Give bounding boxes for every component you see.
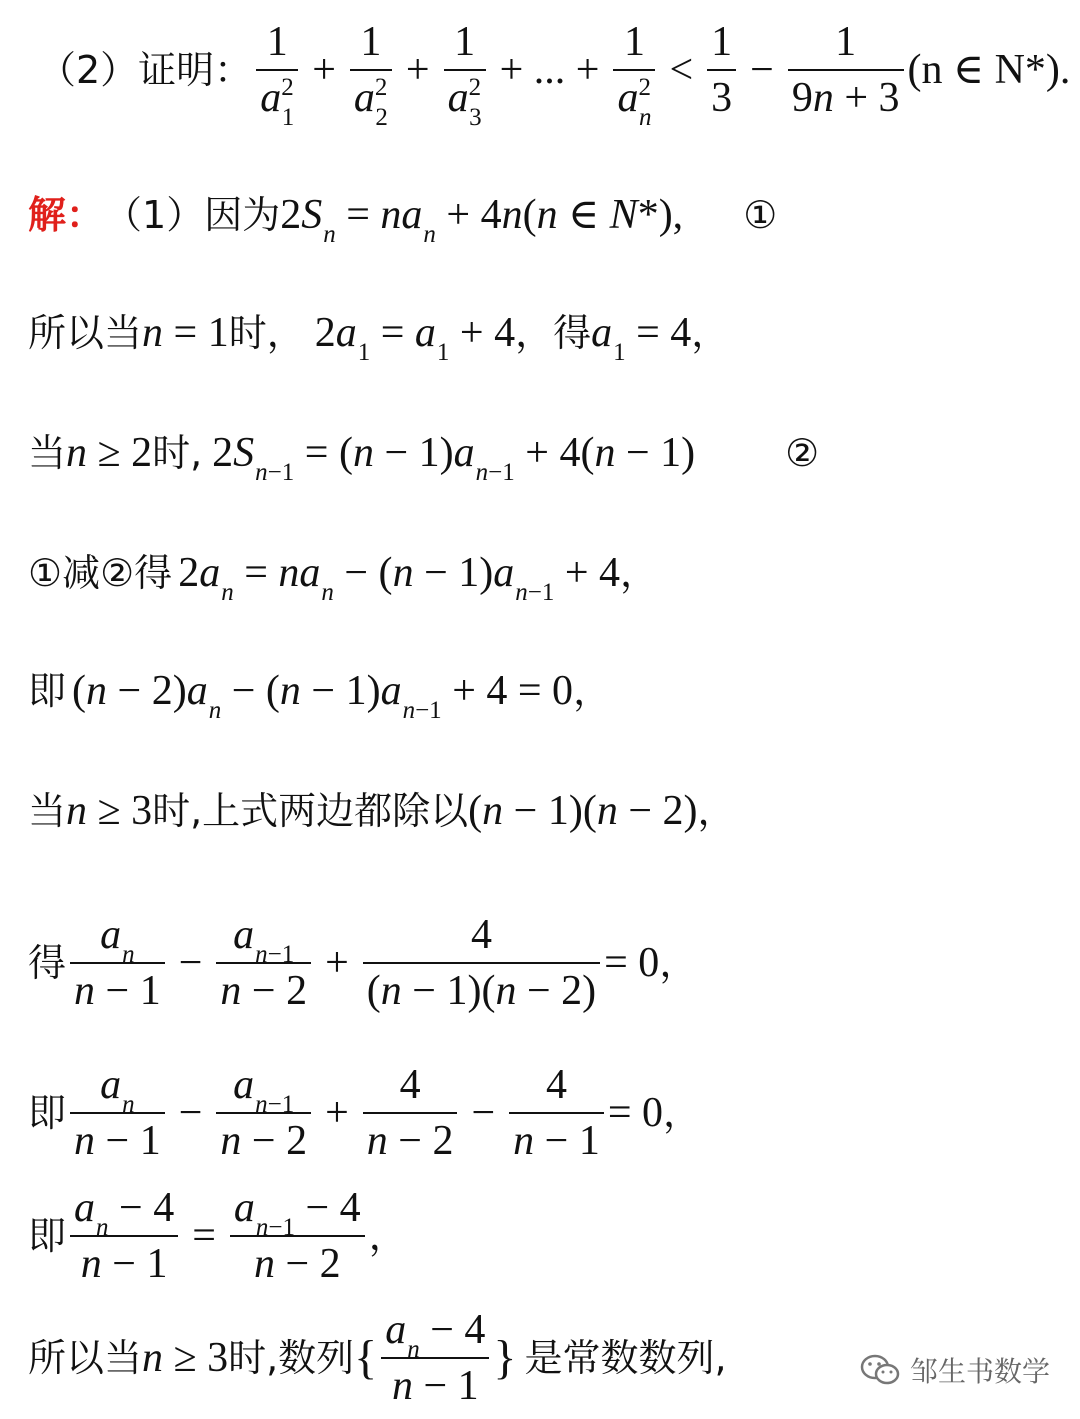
fraction-term-1: $\frac{1}{a^2_1}$ [256, 21, 298, 119]
solution-line-6: 当 n ≥ 3 时,上式两边都除以 (n − 1)(n − 2) ， [28, 788, 736, 834]
fraction-term-n: $\frac{1}{a^2_n}$ [613, 21, 655, 119]
part2-label: （2）证明： [38, 48, 253, 92]
fraction-one-over-9n3: $\frac{1}{9n + 3}$ [788, 21, 904, 119]
solution-line-5: 即 $(n - 2)a_n - (n - 1)a_{n-1} + 4 = 0$ ， [28, 668, 612, 724]
solution-line-2: 所以当 n = 1 时， $2a_1 = a_1 + 4$ ，得 $a_1 = 4$ ， [28, 310, 730, 366]
watermark-text: 邹生书数学 [909, 1355, 1050, 1388]
solution-tag: 解： [28, 193, 105, 237]
problem-part2-line: （2）证明： $\frac{1}{a^2_1}$ + $\frac{1}{a^2_2}$ + $\frac{1}{a^2_3}$ + ... + $\frac{1}{a^2_n}$ < $\frac{1}{3}$ − $\frac{1}{9n + 3}$ (n ∈ N*). [38, 19, 1071, 131]
marker-2: ② [785, 431, 820, 475]
solution-line-4: ① 减 ② 得 $2a_n = na_n - (n - 1)a_{n-1} + 4$ ， [28, 550, 659, 606]
domain-suffix: (n ∈ N*). [907, 47, 1071, 93]
solution-line-7: 得 $\frac{a_n}{n - 1}$ − $\frac{a_{n-1}}{n - 2}$ + $\frac{4}{(n - 1)(n - 2)}$ = 0 ， [28, 911, 698, 1014]
fraction-term-3: $\frac{1}{a^2_3}$ [444, 21, 486, 119]
fraction-one-third: $\frac{1}{3}$ [707, 21, 736, 119]
solution-line-10: 所以当 n ≥ 3 时,数列 { $\frac{a_n - 4}{n - 1}$ } 是常数数列, [28, 1306, 727, 1409]
equation-1: $2S_n = na_n + 4n(n$ ∈ N*), [280, 192, 684, 248]
solution-line-1: 解： （1）因为 $2S_n = na_n + 4n(n$ ∈ N*), ① [28, 192, 778, 248]
fraction-term-2: $\frac{1}{a^2_2}$ [350, 21, 392, 119]
watermark [860, 1350, 1050, 1390]
solution-line-9: 即 $\frac{a_n - 4}{n - 1}$ = $\frac{a_{n-1} - 4}{n - 2}$ ， [28, 1184, 407, 1287]
marker-1: ① [743, 193, 778, 237]
wechat-icon [860, 1353, 900, 1387]
solution-line-3: 当 n ≥ 2 时, $2S_{n-1} = (n - 1)a_{n-1} + 4(n - 1)$ ② [28, 430, 820, 486]
solution-line-8: 即 $\frac{a_n}{n - 1}$ − $\frac{a_{n-1}}{n - 2}$ + $\frac{4}{n - 2}$ − $\frac{4}{n - 1}$ = 0 ， [28, 1061, 702, 1164]
